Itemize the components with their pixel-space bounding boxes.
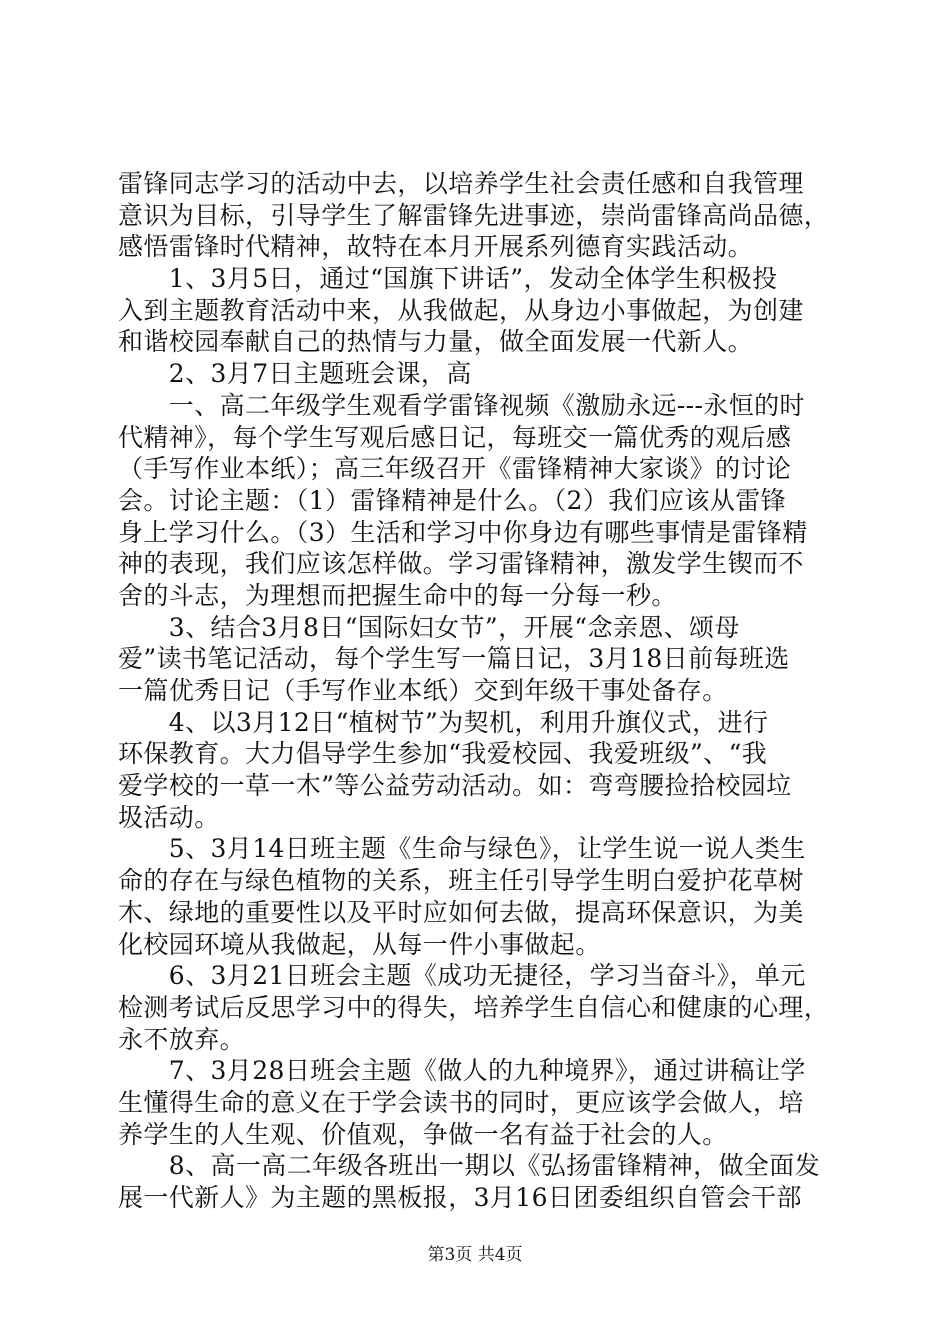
text-line: 意识为目标，引导学生了解雷锋先进事迹，崇尚雷锋高尚品德， xyxy=(118,200,830,230)
text-line: 代精神》，每个学生写观后感日记，每班交一篇优秀的观后感 xyxy=(118,422,792,452)
text-line: 展一代新人》为主题的黑板报，3月16日团委组织自管会干部 xyxy=(118,1183,802,1212)
text-line: 入到主题教育活动中来，从我做起，从身边小事做起，为创建 xyxy=(118,295,804,325)
text-line: 舍的斗志，为理想而把握生命中的每一分每一秒。 xyxy=(118,580,677,610)
text-line: 3、结合3月8日“国际妇女节”，开展“念亲恩、颂母 xyxy=(118,612,740,642)
text-line: 6、3月21日班会主题《成功无捷径，学习当奋斗》，单元 xyxy=(118,961,806,991)
text-line: 7、3月28日班会主题《做人的九种境界》，通过讲稿让学 xyxy=(118,1056,806,1086)
text-line: 5、3月14日班主题《生命与绿色》，让学生说一说人类生 xyxy=(118,834,806,864)
text-line: 检测考试后反思学习中的得失，培养学生自信心和健康的心理， xyxy=(118,992,830,1022)
text-line: 2、3月7日主题班会课，高 xyxy=(118,359,472,389)
page-footer xyxy=(0,1240,950,1265)
text-line: 4、以3月12日“植树节”为契机，利用升旗仪式，进行 xyxy=(118,707,769,737)
text-line: 神的表现，我们应该怎样做。学习雷锋精神，激发学生锲而不 xyxy=(118,549,804,579)
text-line: 爱”读书笔记活动，每个学生写一篇日记，3月18日前每班选 xyxy=(118,644,790,674)
text-line: 一篇优秀日记（手写作业本纸）交到年级干事处备存。 xyxy=(118,676,728,705)
text-line: 雷锋同志学习的活动中去，以培养学生社会责任感和自我管理 xyxy=(118,169,804,198)
text-line: 命的存在与绿色植物的关系，班主任引导学生明白爱护花草树 xyxy=(118,866,804,896)
document-body xyxy=(118,168,838,1214)
text-line: 永不放弃。 xyxy=(118,1024,246,1054)
text-line: （手写作业本纸）；高三年级召开《雷锋精神大家谈》的讨论 xyxy=(118,454,792,484)
text-line: 和谐校园奉献自己的热情与力量，做全面发展一代新人。 xyxy=(118,327,754,357)
text-line: 一、高二年级学生观看学雷锋视频《激励永远---永恒的时 xyxy=(118,390,805,420)
text-line: 会。讨论主题：（1）雷锋精神是什么。（2）我们应该从雷锋 xyxy=(118,485,787,515)
text-line: 养学生的人生观、价值观，争做一名有益于社会的人。 xyxy=(118,1119,728,1149)
text-line: 身上学习什么。（3）生活和学习中你身边有哪些事情是雷锋精 xyxy=(118,517,808,547)
text-line: 1、3月5日，通过“国旗下讲话”，发动全体学生积极投 xyxy=(118,264,778,294)
text-line: 木、绿地的重要性以及平时应如何去做，提高环保意识，为美 xyxy=(118,897,804,927)
page-number-label: 第3页 共4页 xyxy=(427,1245,523,1265)
text-line: 生懂得生命的意义在于学会读书的同时，更应该学会做人，培 xyxy=(118,1087,804,1117)
text-line: 爱学校的一草一木”等公益劳动活动。如：弯弯腰捡拾校园垃 xyxy=(118,771,792,801)
text-line: 环保教育。大力倡导学生参加“我爱校园、我爱班级”、“我 xyxy=(118,739,768,769)
text-line: 感悟雷锋时代精神，故特在本月开展系列德育实践活动。 xyxy=(118,232,754,262)
text-line: 化校园环境从我做起，从每一件小事做起。 xyxy=(118,929,601,959)
text-line: 8、高一高二年级各班出一期以《弘扬雷锋精神，做全面发 xyxy=(118,1151,821,1181)
text-line: 圾活动。 xyxy=(118,802,220,832)
